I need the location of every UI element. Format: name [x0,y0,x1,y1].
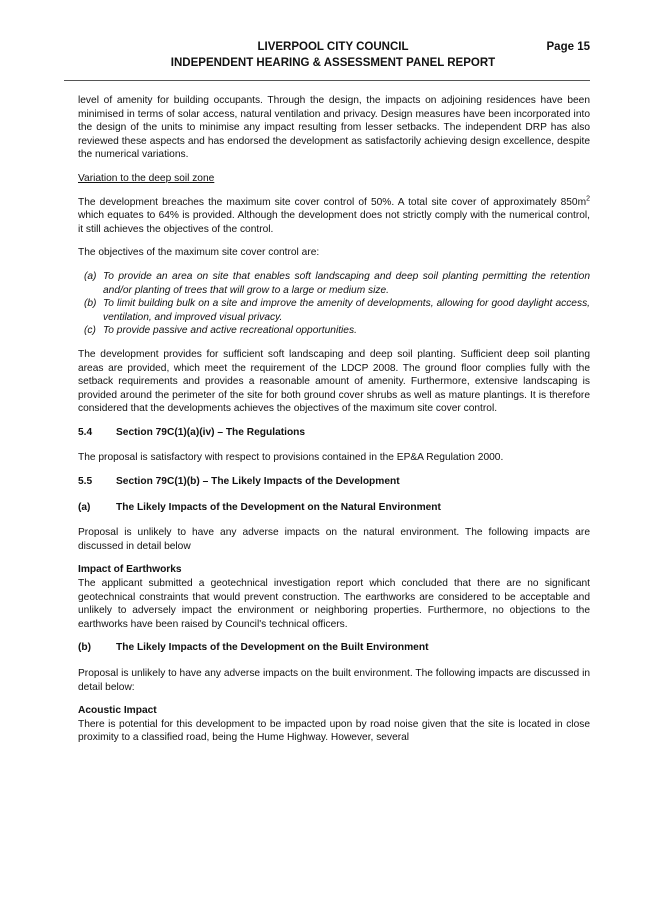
section-title: Section 79C(1)(a)(iv) – The Regulations [116,426,306,438]
section-number: (b) [78,642,92,654]
list-marker: (c) [84,325,96,337]
deep-soil-heading: Variation to the deep soil zone [78,172,215,184]
list-item [78,297,590,324]
list-item-text: To provide passive and active recreational opportunities. [103,325,357,337]
header-council-name: LIVERPOOL CITY COUNCIL [257,41,409,53]
header-divider [64,80,590,81]
site-cover-text-a: The development breaches the maximum site cover control of 50%. A total site cover of approximately 850m [78,196,587,208]
section-title: The Likely Impacts of the Development on the Built Environment [116,642,429,654]
section-number: 5.5 [78,476,93,488]
site-cover-text-b: which equates to 64% is provided. Although the development does not strictly comply with the numerical control, it still achieves the objectives of the control. [78,210,590,235]
earthworks-heading: Impact of Earthworks [78,564,182,576]
paragraph-acoustic: There is potential for this development to be impacted upon by road noise given that the site is located in close proximity to a classified road, being the Hume Highway. However, several [78,718,590,744]
list-item [78,270,590,297]
paragraph-earthworks: The applicant submitted a geotechnical investigation report which concluded that there are no significant geotechnical constraints that would prevent construction. The earthworks are considered to be acceptable and unlikely to adversely impact the environment or neighboring properties. Furthermore, no objections to the earthworks have been raised by Council's technical officers. [78,578,590,630]
report-header [78,40,588,71]
paragraph-natural-environment: Proposal is unlikely to have any adverse impacts on the natural environment. The following impacts are discussed in detail below [78,527,590,552]
page-body [78,94,590,755]
objectives-list [78,270,590,338]
acoustic-heading: Acoustic Impact [78,705,157,717]
section-number: 5.4 [78,426,93,438]
list-marker: (a) [84,270,97,282]
squared-superscript: 2 [586,195,590,203]
paragraph-amenity: level of amenity for building occupants. Through the design, the impacts on adjoining residences have been minimised in terms of solar access, natural ventilation and privacy. Design measures have been incorporated into the design of the units to minimise any impact resulting from lesser setbacks. The independent DRP has also reviewed these aspects and has endorsed the development as satisfactorily achieving design excellence, despite the numerical variations. [78,95,590,161]
paragraph-objectives-intro: The objectives of the maximum site cover control are: [78,247,320,259]
paragraph-site-cover [78,196,590,237]
subsection-heading-a [78,501,590,515]
paragraph-built-environment: Proposal is unlikely to have any adverse impacts on the built environment. The following impacts are discussed in detail below: [78,668,590,693]
list-item-text: To provide an area on site that enables soft landscaping and deep soil planting permitting the retention and/or planting of trees that will grow to a large or medium size. [103,270,590,296]
section-heading-5-5 [78,475,590,489]
section-heading-5-4 [78,426,590,440]
subsection-heading-b [78,641,590,655]
page-number: Page 15 [546,41,590,53]
header-report-title: INDEPENDENT HEARING & ASSESSMENT PANEL REPORT [170,56,496,69]
list-marker: (b) [84,298,97,310]
list-item [78,324,590,338]
paragraph-regulations: The proposal is satisfactory with respect to provisions contained in the EP&A Regulation 2000. [78,452,504,464]
list-item-text: To limit building bulk on a site and improve the amenity of developments, allowing for good daylight access, ventilation, and improved visual privacy. [103,298,590,323]
section-number: (a) [78,501,91,513]
section-title: Section 79C(1)(b) – The Likely Impacts of the Development [116,476,400,488]
section-title: The Likely Impacts of the Development on the Natural Environment [116,501,441,513]
paragraph-landscaping: The development provides for sufficient soft landscaping and deep soil planting. Sufficient deep soil planting areas are provided, which meet the requirement of the LDCP 2008. The ground floor complies fully with the setback requirements and provides a reasonable amount of amenity. Furthermore, extensive landscaping is provided around the perimeter of the site for both ground cover shrubs as well as mature plantings. It is therefore considered that the developments achieves the objectives of the maximum site cover control. [78,348,590,415]
